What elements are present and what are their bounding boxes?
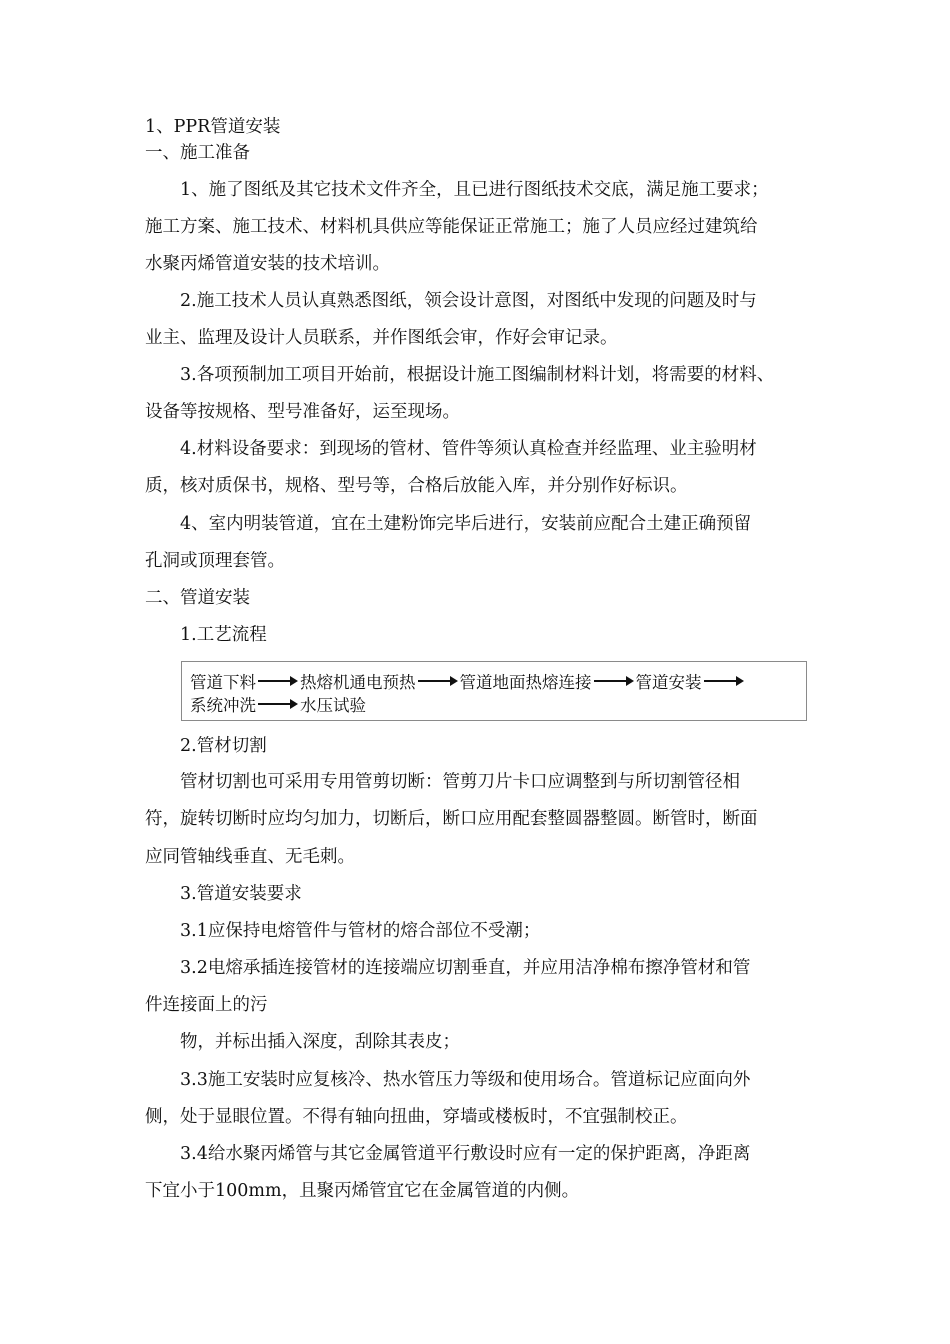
subheading-process-flow: 1.工艺流程 <box>145 625 267 645</box>
arrow-right-icon <box>258 675 298 687</box>
text-line: 1、施了图纸及其它技术文件齐全，且已进行图纸技术交底，满足施工要求； <box>145 180 769 200</box>
flow-step: 管道地面热熔连接 <box>459 673 592 692</box>
text-line: 2.施工技术人员认真熟悉图纸，领会设计意图，对图纸中发现的问题及时与 <box>145 291 757 311</box>
arrow-right-icon <box>704 675 744 687</box>
text-line: 4、室内明装管道，宜在土建粉饰完毕后进行，安装前应配合土建正确预留 <box>145 514 752 534</box>
text-line: 侧，处于显眼位置。不得有轴向扭曲，穿墙或楼板时，不宜强制校正。 <box>145 1107 688 1127</box>
flow-row-2 <box>190 693 366 715</box>
section-title: 1、PPR管道安装 <box>145 117 281 137</box>
text-line: 3.4给水聚丙烯管与其它金属管道平行敷设时应有一定的保护距离，净距离 <box>145 1144 751 1164</box>
text-line: 质，核对质保书，规格、型号等，合格后放能入库，并分别作好标识。 <box>145 476 688 496</box>
text-line: 3.2电熔承插连接管材的连接端应切割垂直，并应用洁净棉布擦净管材和管 <box>145 958 751 978</box>
arrow-right-icon <box>418 675 458 687</box>
heading-construction-prep: 一、施工准备 <box>145 143 250 163</box>
text-line: 下宜小于100mm，且聚丙烯管宜它在金属管道的内侧。 <box>145 1181 580 1201</box>
text-line: 件连接面上的污 <box>145 995 268 1015</box>
process-flow-diagram <box>181 661 807 721</box>
text-line: 孔洞或顶理套管。 <box>145 551 285 571</box>
subheading-install-requirements: 3.管道安装要求 <box>145 884 302 904</box>
flow-step: 管道安装 <box>635 673 702 692</box>
text-line: 3.3施工安装时应复核冷、热水管压力等级和使用场合。管道标记应面向外 <box>145 1070 751 1090</box>
text-line: 设备等按规格、型号准备好，运至现场。 <box>145 402 460 422</box>
text-line: 符，旋转切断时应均匀加力，切断后，断口应用配套整圆器整圆。断管时，断面 <box>145 809 758 829</box>
text-line: 管材切割也可采用专用管剪切断：管剪刀片卡口应调整到与所切割管径相 <box>145 772 740 792</box>
text-line: 3.1应保持电熔管件与管材的熔合部位不受潮； <box>145 921 541 941</box>
flow-step: 管道下料 <box>190 673 256 692</box>
heading-pipe-install: 二、管道安装 <box>145 588 250 608</box>
text-line: 物，并标出插入深度，刮除其表皮； <box>145 1032 460 1052</box>
text-line: 业主、监理及设计人员联系，并作图纸会审，作好会审记录。 <box>145 328 618 348</box>
text-line: 施工方案、施工技术、材料机具供应等能保证正常施工；施了人员应经过建筑给 <box>145 217 758 237</box>
text-line: 应同管轴线垂直、无毛刺。 <box>145 847 355 867</box>
arrow-right-icon <box>594 675 634 687</box>
flow-row-1 <box>190 670 746 692</box>
text-line: 水聚丙烯管道安装的技术培训。 <box>145 254 390 274</box>
flow-step: 水压试验 <box>300 696 366 715</box>
flow-step: 系统冲洗 <box>190 696 256 715</box>
flow-step: 热熔机通电预热 <box>300 673 416 692</box>
text-line: 3.各项预制加工项目开始前，根据设计施工图编制材料计划，将需要的材料、 <box>145 365 775 385</box>
text-line: 4.材料设备要求：到现场的管材、管件等须认真检查并经监理、业主验明材 <box>145 439 757 459</box>
arrow-right-icon <box>258 698 298 710</box>
subheading-pipe-cutting: 2.管材切割 <box>145 736 267 756</box>
